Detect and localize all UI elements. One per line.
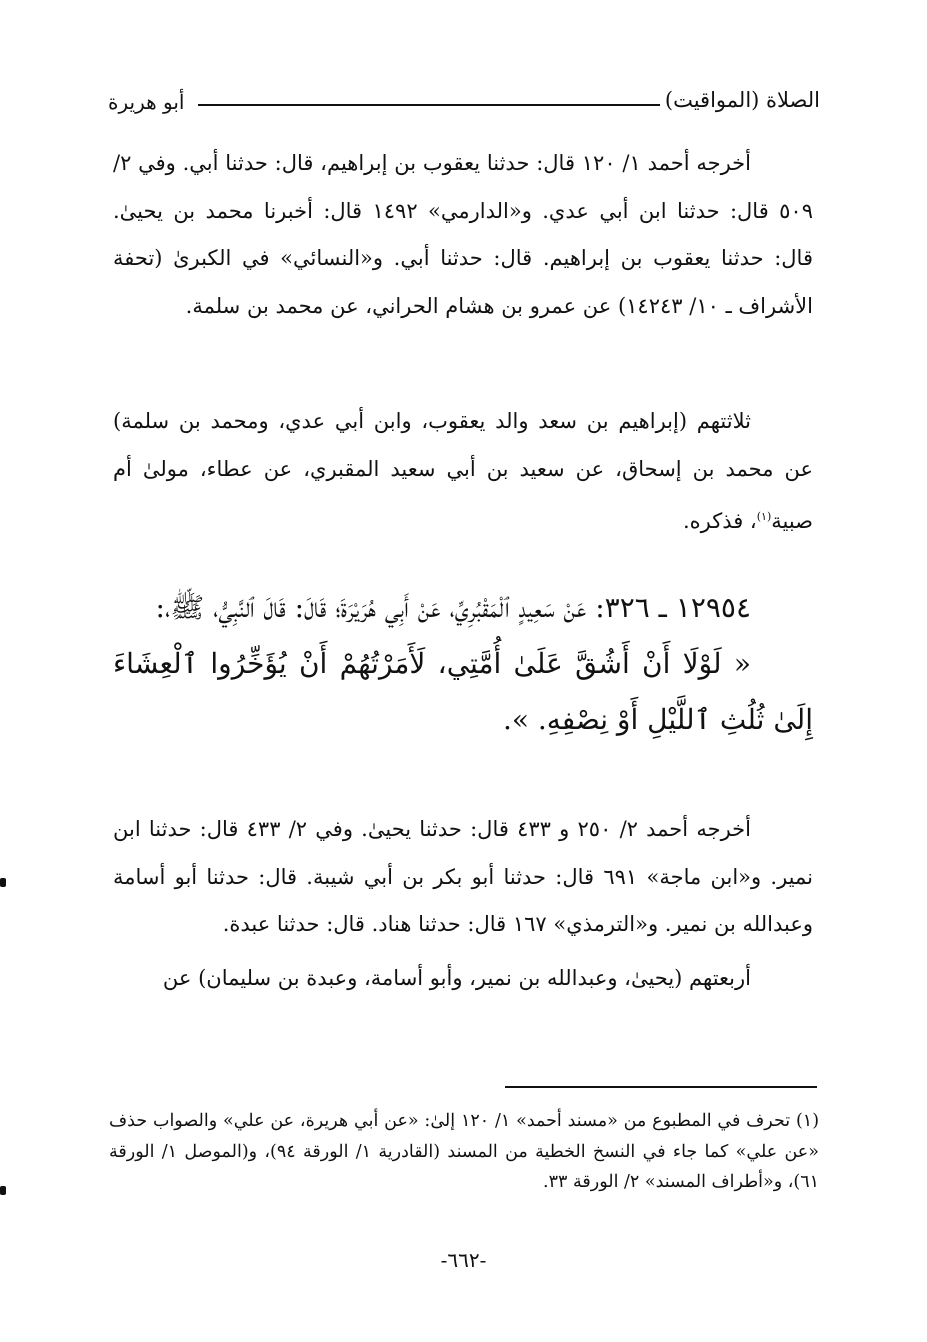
narrator-title: أبو هريرة (108, 90, 185, 114)
hadith-heading: ١٢٩٥٤ ـ ٣٢٦: عَنْ سَعِيدٍ ٱلْمَقْبُرِيِّ، عَنْ أَبِي هُرَيْرَةَ؛ قَالَ: قَالَ ٱلنَّبِيُّ، ﷺ،: (155, 591, 751, 624)
section-title: الصلاة (المواقيت) (664, 88, 820, 112)
takhrij-paragraph-bottom (113, 806, 813, 1002)
narrators-text-bottom: أربعتهم (يحيىٰ، وعبدالله بن نمير، وأبو أسامة، وعبدة بن سليمان) عن (162, 965, 751, 990)
narrators-paragraph (113, 398, 813, 546)
narrators-text-main: ثلاثتهم (إبراهيم بن سعد والد يعقوب، وابن أبي عدي، ومحمد بن سلمة) عن محمد بن إسحاق، عن سعيد بن أبي سعيد المقبري، عن عطاء، مولىٰ أم صبية (113, 409, 813, 533)
hadith-text: « لَوْلَا أَنْ أَشُقَّ عَلَىٰ أُمَّتِي، لَأَمَرْتُهُمْ أَنْ يُؤَخِّرُوا ٱلْعِشَاءَ إِلَىٰ ثُلُثِ ٱللَّيْلِ أَوْ نِصْفِهِ. ». (113, 647, 813, 736)
scan-edge-mark (0, 1186, 6, 1195)
footnote-reference: (١) (756, 510, 772, 523)
running-header (108, 88, 820, 124)
hadith-block (113, 580, 813, 748)
narrators-text-ending: ، فذكره. (682, 509, 757, 533)
footnotes-section (109, 1106, 819, 1198)
takhrij-text: أخرجه أحمد ١/ ١٢٠ قال: حدثنا يعقوب بن إبراهيم، قال: حدثنا أبي. وفي ٢/ ٥٠٩ قال: حدثنا ابن أبي عدي. و«الدارمي» ١٤٩٢ قال: أخبرنا محمد بن يحيىٰ. قال: حدثنا يعقوب بن إبراهيم. قال: حدثنا أبي. و«النسائي» في الكبرىٰ (تحفة الأشراف ـ ١٠/ ١٤٢٤٣) عن عمرو بن هشام الحراني، عن محمد بن سلمة. (113, 151, 813, 318)
takhrij-paragraph-top (113, 140, 813, 330)
page-number: -٦٦٢- (440, 1248, 487, 1272)
footnote-1: (١) تحرف في المطبوع من «مسند أحمد» ١/ ١٢٠ إلىٰ: «عن أبي هريرة، عن علي» والصواب حذف «عن علي» كما جاء في النسخ الخطية من المسند (القادرية ١/ الورقة ٩٤)، و(الموصل ١/ الورقة ٦١)، و«أطراف المسند» ٢/ الورقة ٣٣. (109, 1111, 820, 1192)
takhrij-text-bottom: أخرجه أحمد ٢/ ٢٥٠ و ٤٣٣ قال: حدثنا يحيىٰ. وفي ٢/ ٤٣٣ قال: حدثنا ابن نمير. و«ابن ماجة» ٦٩١ قال: حدثنا أبو بكر بن أبي شيبة. قال: حدثنا أبو أسامة وعبدالله بن نمير. و«الترمذي» ١٦٧ قال: حدثنا هناد. قال: حدثنا عبدة. (113, 817, 813, 936)
header-rule (198, 104, 660, 106)
scan-edge-mark (0, 878, 6, 887)
footnote-divider (505, 1086, 817, 1088)
narrators-text (113, 398, 813, 546)
